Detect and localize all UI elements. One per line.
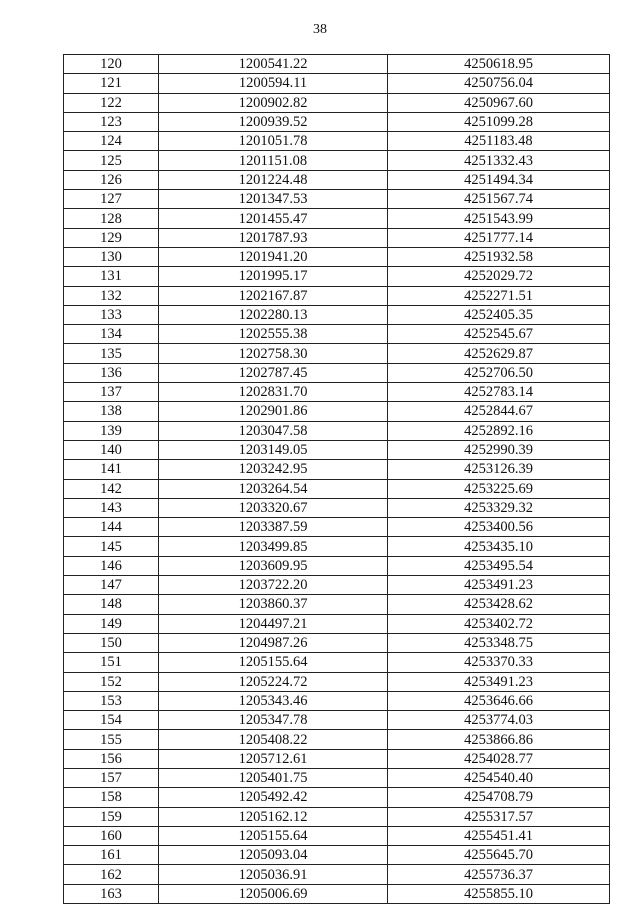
- y-coordinate-cell: 4252545.67: [388, 325, 610, 344]
- x-coordinate-cell: 1203860.37: [159, 595, 388, 614]
- x-coordinate-cell: 1205347.78: [159, 711, 388, 730]
- y-coordinate-cell: 4251777.14: [388, 228, 610, 247]
- x-coordinate-cell: 1202167.87: [159, 286, 388, 305]
- table-row: [64, 595, 610, 614]
- point-number-cell: 155: [64, 730, 159, 749]
- y-coordinate-cell: 4253370.33: [388, 653, 610, 672]
- x-coordinate-cell: 1204987.26: [159, 633, 388, 652]
- table-row: [64, 383, 610, 402]
- x-coordinate-cell: 1201995.17: [159, 267, 388, 286]
- y-coordinate-cell: 4252029.72: [388, 267, 610, 286]
- y-coordinate-cell: 4252783.14: [388, 383, 610, 402]
- point-number-cell: 131: [64, 267, 159, 286]
- x-coordinate-cell: 1205343.46: [159, 691, 388, 710]
- y-coordinate-cell: 4255317.57: [388, 807, 610, 826]
- x-coordinate-cell: 1200541.22: [159, 55, 388, 74]
- x-coordinate-cell: 1202758.30: [159, 344, 388, 363]
- coordinates-table-body: [64, 55, 610, 904]
- table-row: [64, 691, 610, 710]
- x-coordinate-cell: 1205712.61: [159, 749, 388, 768]
- table-row: [64, 807, 610, 826]
- table-row: [64, 518, 610, 537]
- x-coordinate-cell: 1201787.93: [159, 228, 388, 247]
- table-row: [64, 556, 610, 575]
- y-coordinate-cell: 4250967.60: [388, 93, 610, 112]
- x-coordinate-cell: 1203609.95: [159, 556, 388, 575]
- point-number-cell: 150: [64, 633, 159, 652]
- point-number-cell: 162: [64, 865, 159, 884]
- table-row: [64, 460, 610, 479]
- point-number-cell: 141: [64, 460, 159, 479]
- y-coordinate-cell: 4252271.51: [388, 286, 610, 305]
- y-coordinate-cell: 4253400.56: [388, 518, 610, 537]
- point-number-cell: 151: [64, 653, 159, 672]
- x-coordinate-cell: 1201224.48: [159, 170, 388, 189]
- y-coordinate-cell: 4251332.43: [388, 151, 610, 170]
- y-coordinate-cell: 4252629.87: [388, 344, 610, 363]
- table-row: [64, 788, 610, 807]
- point-number-cell: 129: [64, 228, 159, 247]
- table-row: [64, 93, 610, 112]
- table-row: [64, 633, 610, 652]
- table-row: [64, 286, 610, 305]
- y-coordinate-cell: 4252844.67: [388, 402, 610, 421]
- table-row: [64, 421, 610, 440]
- y-coordinate-cell: 4253435.10: [388, 537, 610, 556]
- y-coordinate-cell: 4253126.39: [388, 460, 610, 479]
- x-coordinate-cell: 1200594.11: [159, 74, 388, 93]
- table-row: [64, 209, 610, 228]
- table-row: [64, 305, 610, 324]
- y-coordinate-cell: 4255645.70: [388, 846, 610, 865]
- x-coordinate-cell: 1201347.53: [159, 190, 388, 209]
- point-number-cell: 156: [64, 749, 159, 768]
- table-row: [64, 653, 610, 672]
- table-row: [64, 247, 610, 266]
- y-coordinate-cell: 4255451.41: [388, 826, 610, 845]
- table-row: [64, 846, 610, 865]
- point-number-cell: 146: [64, 556, 159, 575]
- table-row: [64, 749, 610, 768]
- x-coordinate-cell: 1205492.42: [159, 788, 388, 807]
- point-number-cell: 126: [64, 170, 159, 189]
- point-number-cell: 158: [64, 788, 159, 807]
- y-coordinate-cell: 4254540.40: [388, 768, 610, 787]
- x-coordinate-cell: 1203047.58: [159, 421, 388, 440]
- x-coordinate-cell: 1205162.12: [159, 807, 388, 826]
- table-row: [64, 228, 610, 247]
- point-number-cell: 152: [64, 672, 159, 691]
- point-number-cell: 124: [64, 132, 159, 151]
- point-number-cell: 143: [64, 498, 159, 517]
- point-number-cell: 161: [64, 846, 159, 865]
- point-number-cell: 149: [64, 614, 159, 633]
- x-coordinate-cell: 1202555.38: [159, 325, 388, 344]
- table-row: [64, 190, 610, 209]
- x-coordinate-cell: 1201455.47: [159, 209, 388, 228]
- point-number-cell: 120: [64, 55, 159, 74]
- table-row: [64, 730, 610, 749]
- y-coordinate-cell: 4253866.86: [388, 730, 610, 749]
- point-number-cell: 134: [64, 325, 159, 344]
- table-row: [64, 344, 610, 363]
- table-row: [64, 55, 610, 74]
- point-number-cell: 140: [64, 440, 159, 459]
- x-coordinate-cell: 1201941.20: [159, 247, 388, 266]
- y-coordinate-cell: 4255855.10: [388, 884, 610, 903]
- y-coordinate-cell: 4251567.74: [388, 190, 610, 209]
- point-number-cell: 138: [64, 402, 159, 421]
- point-number-cell: 163: [64, 884, 159, 903]
- y-coordinate-cell: 4253428.62: [388, 595, 610, 614]
- point-number-cell: 121: [64, 74, 159, 93]
- x-coordinate-cell: 1203149.05: [159, 440, 388, 459]
- x-coordinate-cell: 1203242.95: [159, 460, 388, 479]
- x-coordinate-cell: 1202787.45: [159, 363, 388, 382]
- y-coordinate-cell: 4253329.32: [388, 498, 610, 517]
- point-number-cell: 154: [64, 711, 159, 730]
- point-number-cell: 148: [64, 595, 159, 614]
- point-number-cell: 123: [64, 112, 159, 131]
- point-number-cell: 127: [64, 190, 159, 209]
- y-coordinate-cell: 4253348.75: [388, 633, 610, 652]
- x-coordinate-cell: 1205155.64: [159, 826, 388, 845]
- x-coordinate-cell: 1203320.67: [159, 498, 388, 517]
- x-coordinate-cell: 1205006.69: [159, 884, 388, 903]
- table-row: [64, 711, 610, 730]
- x-coordinate-cell: 1203722.20: [159, 576, 388, 595]
- table-row: [64, 498, 610, 517]
- x-coordinate-cell: 1200902.82: [159, 93, 388, 112]
- point-number-cell: 145: [64, 537, 159, 556]
- x-coordinate-cell: 1201151.08: [159, 151, 388, 170]
- x-coordinate-cell: 1203499.85: [159, 537, 388, 556]
- table-row: [64, 74, 610, 93]
- point-number-cell: 160: [64, 826, 159, 845]
- table-row: [64, 672, 610, 691]
- point-number-cell: 125: [64, 151, 159, 170]
- point-number-cell: 135: [64, 344, 159, 363]
- y-coordinate-cell: 4253495.54: [388, 556, 610, 575]
- table-row: [64, 402, 610, 421]
- point-number-cell: 142: [64, 479, 159, 498]
- table-row: [64, 865, 610, 884]
- y-coordinate-cell: 4253491.23: [388, 576, 610, 595]
- x-coordinate-cell: 1202901.86: [159, 402, 388, 421]
- coordinates-table: [63, 54, 610, 904]
- y-coordinate-cell: 4253402.72: [388, 614, 610, 633]
- table-row: [64, 112, 610, 131]
- table-row: [64, 440, 610, 459]
- x-coordinate-cell: 1203264.54: [159, 479, 388, 498]
- y-coordinate-cell: 4252892.16: [388, 421, 610, 440]
- point-number-cell: 144: [64, 518, 159, 537]
- point-number-cell: 136: [64, 363, 159, 382]
- y-coordinate-cell: 4251494.34: [388, 170, 610, 189]
- point-number-cell: 137: [64, 383, 159, 402]
- table-row: [64, 884, 610, 903]
- y-coordinate-cell: 4251543.99: [388, 209, 610, 228]
- y-coordinate-cell: 4254028.77: [388, 749, 610, 768]
- y-coordinate-cell: 4254708.79: [388, 788, 610, 807]
- table-row: [64, 768, 610, 787]
- y-coordinate-cell: 4250618.95: [388, 55, 610, 74]
- point-number-cell: 133: [64, 305, 159, 324]
- x-coordinate-cell: 1202831.70: [159, 383, 388, 402]
- table-row: [64, 267, 610, 286]
- x-coordinate-cell: 1201051.78: [159, 132, 388, 151]
- point-number-cell: 132: [64, 286, 159, 305]
- point-number-cell: 153: [64, 691, 159, 710]
- x-coordinate-cell: 1205093.04: [159, 846, 388, 865]
- page-number: 38: [313, 22, 327, 37]
- y-coordinate-cell: 4252990.39: [388, 440, 610, 459]
- x-coordinate-cell: 1205401.75: [159, 768, 388, 787]
- table-row: [64, 537, 610, 556]
- x-coordinate-cell: 1205408.22: [159, 730, 388, 749]
- y-coordinate-cell: 4250756.04: [388, 74, 610, 93]
- y-coordinate-cell: 4253646.66: [388, 691, 610, 710]
- x-coordinate-cell: 1200939.52: [159, 112, 388, 131]
- table-row: [64, 132, 610, 151]
- y-coordinate-cell: 4253491.23: [388, 672, 610, 691]
- point-number-cell: 122: [64, 93, 159, 112]
- y-coordinate-cell: 4251099.28: [388, 112, 610, 131]
- y-coordinate-cell: 4255736.37: [388, 865, 610, 884]
- x-coordinate-cell: 1204497.21: [159, 614, 388, 633]
- point-number-cell: 139: [64, 421, 159, 440]
- table-row: [64, 151, 610, 170]
- y-coordinate-cell: 4253774.03: [388, 711, 610, 730]
- table-row: [64, 363, 610, 382]
- y-coordinate-cell: 4251932.58: [388, 247, 610, 266]
- table-row: [64, 170, 610, 189]
- x-coordinate-cell: 1203387.59: [159, 518, 388, 537]
- y-coordinate-cell: 4253225.69: [388, 479, 610, 498]
- point-number-cell: 128: [64, 209, 159, 228]
- table-row: [64, 576, 610, 595]
- y-coordinate-cell: 4252706.50: [388, 363, 610, 382]
- table-row: [64, 826, 610, 845]
- table-row: [64, 479, 610, 498]
- point-number-cell: 130: [64, 247, 159, 266]
- x-coordinate-cell: 1205036.91: [159, 865, 388, 884]
- x-coordinate-cell: 1202280.13: [159, 305, 388, 324]
- x-coordinate-cell: 1205155.64: [159, 653, 388, 672]
- point-number-cell: 159: [64, 807, 159, 826]
- y-coordinate-cell: 4251183.48: [388, 132, 610, 151]
- table-row: [64, 325, 610, 344]
- y-coordinate-cell: 4252405.35: [388, 305, 610, 324]
- point-number-cell: 157: [64, 768, 159, 787]
- x-coordinate-cell: 1205224.72: [159, 672, 388, 691]
- point-number-cell: 147: [64, 576, 159, 595]
- table-row: [64, 614, 610, 633]
